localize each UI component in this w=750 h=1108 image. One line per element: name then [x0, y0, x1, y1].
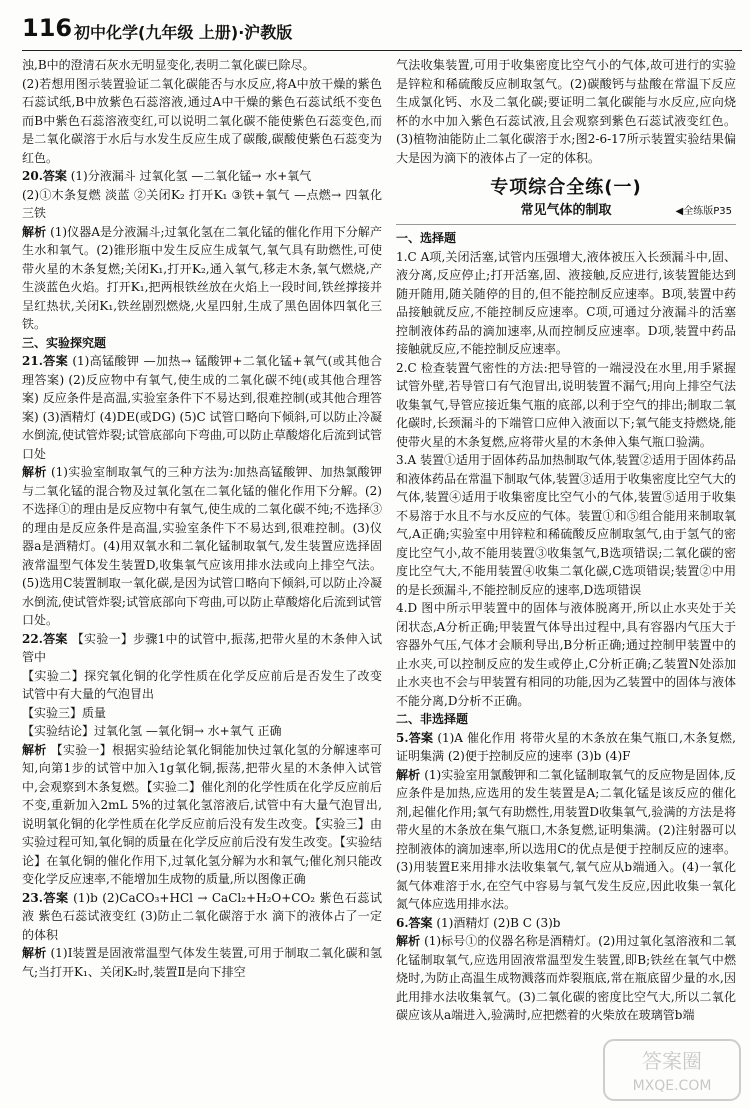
explanation-label: 解析 [22, 742, 47, 757]
explanation-text: 【实验一】根据实验结论氧化铜能加快过氧化氢的分解速率可知,向第1步的试管中加入1g氧化铜,振荡,把带火星的木条伸入试管中,会观察到木条复燃。【实验二】催化剂的化学性质在化学反应前后不变,重新加入2mL 5%的过氧化氢溶液后,试管中有大量气泡冒出,说明氧化铜的化学性质在化学反应前后没有发生改变。【实验三】由实验过程可知,氧化铜的质量在化学反应前后没有发生改变。【实验结论】在氧化铜的催化作用下,过氧化氢分解为水和氧气;催化剂只能改变化学反应速率,不能增加生成物的质量,所以图像正确 [22, 742, 382, 886]
svg-text:MXQE.COM: MXQE.COM [632, 1078, 712, 1094]
explanation-text: (1)标号①的仪器名称是酒精灯。(2)用过氧化氢溶液和二氧化锰制取氧气,应选用固液常温型发生装置,即B;铁丝在氧气中燃烧时,为防止高温生成物溅落而炸裂瓶底,常在瓶底留少量的水,因此用排水法收集氧气。(3)二氧化碳的密度比空气大,所以二氧化碳应该从a端进入,验满时,应把燃着的火柴放在玻璃管b端 [396, 934, 736, 1022]
answer-label: 22.答案 [22, 631, 68, 646]
explanation-text: (1)Ⅰ装置是固液常温型气体发生装置,可用于制取二氧化碳和氢气;当打开K₁、关闭K₂时,装置Ⅱ是向下排空 [22, 946, 382, 979]
left-column [22, 56, 382, 981]
explanation-label: 解析 [396, 934, 421, 948]
explanation-text: (1)实验室用氯酸钾和二氧化锰制取氧气的反应物是固体,反应条件是加热,应选用的发生装置是A;二氧化锰是该反应的催化剂,起催化作用;氧气有助燃性,用装置D收集氧气,验满的方法是将带火星的木条放在集气瓶口,木条复燃,证明集满。(2)注射器可以控制液体的滴加速率,所以选用C的优点是便于控制反应的速率。(3)用装置E来用排水法收集氧气,氧气应从b端通入。(4)一氧化氮气体难溶于水,在空气中容易与氧气发生反应,因此收集一氧化氮气体应选用排水法。 [396, 767, 736, 911]
subtitle-text: 常见气体的制取 [520, 202, 612, 218]
explanation-label: 解析 [396, 767, 421, 782]
answer-text: 【实验二】探究氧化铜的化学性质在化学反应前后是否发生了改变 试管中有大量的气泡冒出 [22, 668, 382, 701]
section-heading: 一、选择题 [396, 231, 457, 245]
answer-label: 5.答案 [396, 730, 434, 745]
answer-text: (1)酒精灯 (2)B C (3)b [436, 915, 561, 930]
explanation-20 [22, 223, 382, 334]
explanation-5 [396, 766, 736, 914]
section-heading: 三、实验探究题 [22, 335, 107, 350]
explanation-label: 解析 [22, 946, 47, 960]
answer-4: 4.D 图中所示甲装置中的固体与液体脱离开,所以止水夹处于关闭状态,A分析正确;甲装置气体导出过程中,具有容器内气压大于容器外气压,气体才会顺利导出,B分析正确;通过控制甲装置中的止水夹,可以控制反应的发生或停止,C分析正确;乙装置N处添加止水夹也不会与甲装置有相同的功能,因为乙装置中的固体与液体不能分离,D分析不正确。 [396, 601, 736, 708]
page-header [22, 14, 742, 51]
paragraph: 浊,B中的澄清石灰水无明显变化,表明二氧化碳已除尽。 [22, 58, 315, 72]
page-reference: ◀全练版P35 [675, 205, 732, 217]
explanation-label: 解析 [22, 465, 47, 479]
paragraph: (2)若想用图示装置验证二氧化碳能否与水反应,将A中放干燥的紫色石蕊试纸,B中放紫色石蕊溶液,通过A中干燥的紫色石蕊试纸不变色而B中紫色石蕊溶液变红,可以说明二氧化碳不能使紫色石蕊变色,而是二氧化碳溶于水后与水发生反应生成了碳酸,碳酸使紫色石蕊变为红色。 [22, 76, 382, 165]
answer-text: (2)①木条复燃 淡蓝 ②关闭K₂ 打开K₁ ③铁+氧气 —点燃→ 四氧化三铁 [22, 187, 382, 220]
page-number: 116 [22, 14, 73, 42]
answer-20 [22, 167, 382, 186]
answer-22 [22, 630, 382, 667]
answer-5 [396, 729, 736, 766]
book-title: 初中化学(九年级 上册)·沪教版 [74, 23, 293, 42]
section-heading: 二、非选择题 [396, 712, 469, 726]
right-column [396, 56, 736, 1025]
answer-label: 20.答案 [22, 169, 67, 183]
answer-23 [22, 889, 382, 945]
explanation-22 [22, 741, 382, 889]
explanation-text: (1)仪器A是分液漏斗;过氧化氢在二氧化锰的催化作用下分解产生水和氧气。(2)锥形瓶中发生反应生成氧气,氧气具有助燃性,可使带火星的木条复燃;关闭K₁,打开K₂,通入氧气,移走木条,氧气燃烧,产生淡蓝色火焰。打开K₁,把两根铁丝放在火焰上一段时间,铁丝撑接并呈红热状,关闭K₁,铁丝剧烈燃烧,火星四射,生成了黑色固体四氧化三铁。 [22, 224, 382, 331]
explanation-label: 解析 [22, 224, 47, 239]
special-practice-subtitle [396, 202, 736, 221]
watermark-text: 答案圈 [642, 1049, 702, 1073]
explanation-23 [22, 944, 382, 981]
explanation-text: (1)实验室制取氧气的三种方法为:加热高锰酸钾、加热氯酸钾与二氧化锰的混合物及过氧化氢在二氧化锰的催化作用下分解。(2)不选择①的理由是反应物中有氧气,使生成的二氧化碳不纯;不选择③的理由是反应条件是高温,实验室条件下不易达到,很难控制。(3)仪器a是酒精灯。(4)用双氧水和二氧化锰制取氧气,发生装置应选择固液常温型气体发生装置D,收集氧气应该用排水法或向上排空气法。(5)选用C装置制取一氧化碳,是因为试管口略向下倾斜,可以防止冷凝水倒流,使试管炸裂;试管底部向下弯曲,可以防止草酸熔化后流到试管口处。 [22, 465, 382, 627]
answer-label: 21.答案 [22, 354, 69, 368]
answer-1: 1.C A项,关闭活塞,试管内压强增大,液体被压入长颈漏斗中,固、液分离,反应停止;打开活塞,固、液接触,反应进行,该装置能达到随开随用,随关随停的目的,但不能控制反应速率。B项,装置中药品接触就反应,不能控制反应速率。C项,可通过分液漏斗的活塞控制液体药品的滴加速率,从而控制反应速率。D项,装置中药品接触就反应,不能控制反应速率。 [396, 249, 736, 356]
watermark-logo [602, 1038, 742, 1102]
answer-text: 【实验结论】过氧化氢 —氧化铜→ 水+氧气 正确 [22, 724, 282, 738]
answer-text: 【实验一】步骤1中的试管中,振荡,把带火星的木条伸入试管中 [22, 631, 382, 664]
paragraph: 气法收集装置,可用于收集密度比空气小的气体,故可进行的实验是锌粒和稀硫酸反应制取氢气。(2)碳酸钙与盐酸在常温下反应生成氯化钙、水及二氧化碳;要证明二氧化碳能与水反应,应向烧杯的水中加入紫色石蕊试液,且会观察到紫色石蕊试液变红色。(3)植物油能防止二氧化碳溶于水;图2-6-17所示装置实验结果偏大是因为滴下的液体占了一定的体积。 [396, 58, 736, 165]
answer-text: (1)高锰酸钾 —加热→ 锰酸钾+二氧化锰+氧气(或其他合理答案) (2)反应物中有氧气,使生成的二氧化碳不纯(或其他合理答案) 反应条件是高温,实验室条件下不易达到,很难控制(或其他合理答案) (3)酒精灯 (4)DE(或DG) (5)C 试管口略向下倾斜,可以防止冷凝水倒流,使试管炸裂;试管底部向下弯曲,可以防止草酸熔化后流到试管口处 [22, 354, 382, 461]
answer-text: 【实验三】质量 [22, 705, 107, 720]
explanation-6 [396, 932, 736, 1025]
answer-label: 23.答案 [22, 890, 69, 905]
divider [396, 224, 736, 225]
explanation-21 [22, 463, 382, 630]
answer-6 [396, 914, 736, 933]
answer-text: (1)分液漏斗 过氧化氢 —二氧化锰→ 水+氧气 [70, 169, 312, 183]
answer-label: 6.答案 [396, 915, 433, 930]
answer-21 [22, 352, 382, 463]
answer-2: 2.C 检查装置气密性的方法:把导管的一端浸没在水里,用手紧握试管外壁,若导管口有气泡冒出,说明装置不漏气;用向上排空气法收集氧气,导管应接近集气瓶的底部,以利于空气的排出;制取二氧化碳时,长颈漏斗的下端管口应伸入液面以下;氧气能支持燃烧,能使带火星的木条复燃,应将带火星的木条伸入集气瓶口验满。 [396, 360, 736, 449]
answer-text: (1)b (2)CaCO₃+HCl → CaCl₂+H₂O+CO₂ 紫色石蕊试液 紫色石蕊试液变红 (3)防止二氧化碳溶于水 滴下的液体占了一定的体积 [22, 890, 382, 942]
answer-3: 3.A 装置①适用于固体药品加热制取气体,装置②适用于固体药品和液体药品在常温下制取气体,装置③适用于收集密度比空气大的气体,装置④适用于收集密度比空气小的气体,装置⑤适用于收集不易溶于水且不与水反应的气体。装置①和⑤组合能用来制取氧气,A正确;实验室中用锌粒和稀硫酸反应制取氢气,由于氢气的密度比空气小,故不能用装置③收集氢气,B选项错误;二氧化碳的密度比空气大,不能用装置④收集二氧化碳,C选项错误;装置②中用的是长颈漏斗,不能控制反应的速率,D选项错误 [396, 453, 736, 597]
special-practice-title: 专项综合全练(一) [490, 177, 642, 198]
answer-text: (1)A 催化作用 将带火星的木条放在集气瓶口,木条复燃,证明集满 (2)便于控制反应的速率 (3)b (4)F [396, 730, 736, 763]
